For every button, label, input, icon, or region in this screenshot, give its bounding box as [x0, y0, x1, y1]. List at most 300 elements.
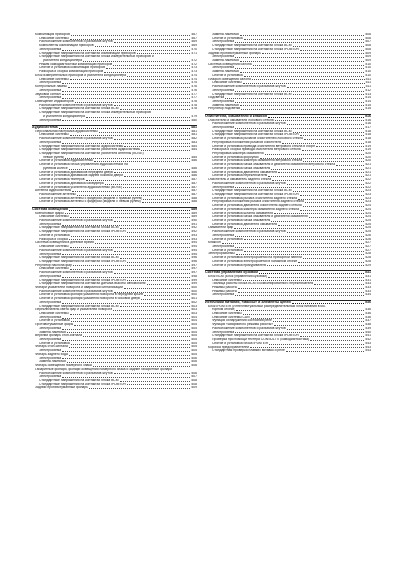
toc-page-number: 531 — [365, 274, 371, 278]
toc-entry-title: Стандартные напряжения на контактах блока BCM — [212, 44, 292, 48]
toc-leader-dots — [124, 146, 190, 147]
toc-page-number: 527 — [365, 245, 371, 249]
toc-page-number: 502 — [191, 300, 197, 304]
toc-entry-title: Регулятор подсветки — [208, 107, 241, 111]
toc-entry-title: Описание системы — [212, 81, 242, 85]
toc-entry-title: Электросхема — [39, 274, 62, 278]
toc-entry-title: Стандартные напряжения на контактах блока BCM — [39, 378, 119, 382]
toc-page-number: 525 — [365, 222, 371, 226]
toc-entry — [205, 349, 371, 353]
toc-page-number: 477 — [191, 92, 197, 96]
toc-entry-title: Стандартные напряжения на контактах датчика высоты автомобиля — [39, 282, 146, 286]
toc-entry-title: Снятие и установка — [212, 248, 243, 252]
toc-leader-dots — [120, 258, 191, 259]
toc-leader-dots — [69, 347, 191, 348]
toc-entry-title: Снятие и установка двигателя омывателя — [212, 170, 278, 174]
toc-page-number: 508 — [191, 378, 197, 382]
toc-leader-dots — [305, 202, 365, 203]
toc-entry-title: Расположение компонентов и разъемов жгутов — [39, 248, 113, 252]
toc-leader-dots — [70, 217, 191, 218]
toc-leader-dots — [77, 195, 191, 196]
toc-entry-title: Блок измерительных приборов и усилителя кондиционера — [35, 73, 127, 77]
toc-page-number: 525 — [365, 218, 371, 222]
toc-page-number: 503 — [191, 304, 197, 308]
toc-leader-dots — [113, 310, 190, 311]
toc-leader-dots — [274, 213, 365, 214]
toc-leader-dots — [236, 254, 365, 255]
toc-entry-title: Снятие и установка — [212, 237, 243, 241]
toc-entry-title: Описание системы — [39, 215, 69, 219]
toc-entry-title: Электросхема — [212, 88, 235, 92]
toc-entry-title: Снятие и установка жиклера омывателя заднего стекла — [212, 207, 299, 211]
toc-entry-title: Аудиосистема — [32, 126, 58, 130]
toc-entry-title: Замена лампочки — [39, 330, 67, 334]
toc-entry-title: Стандартные напряжения на контактах блока IPDM E/R — [212, 133, 299, 137]
toc-leader-dots — [62, 120, 190, 121]
toc-entry-title: Расположение компонентов и разъемов жгутов — [212, 326, 286, 330]
toc-entry-title: Электроразъемы — [208, 252, 235, 256]
toc-entry-title: Описание системы CAN — [212, 315, 250, 319]
toc-leader-dots — [114, 42, 191, 43]
toc-page-number: 505 — [191, 338, 197, 342]
toc-page-number: 518 — [365, 133, 371, 137]
toc-leader-dots — [62, 277, 190, 278]
toc-leader-dots — [244, 239, 365, 240]
toc-page-number: 469 — [191, 40, 197, 44]
toc-leader-dots — [244, 39, 365, 40]
toc-entry-title: Расположение компонентов и разъемов жгутов — [39, 271, 113, 275]
toc-page-number: 534 — [365, 293, 371, 297]
toc-page-number: 505 — [191, 345, 197, 349]
toc-entry-title: усилителя кондиционера — [43, 59, 83, 63]
toc-entry-title: Стандартные напряжения на контактах усилителя антенны (BOSE) — [39, 152, 144, 156]
toc-entry-title: Описание системы — [39, 36, 69, 40]
toc-leader-dots — [287, 232, 365, 233]
toc-page-number: 476 — [191, 88, 197, 92]
toc-entry-title: Клаксон — [208, 241, 221, 245]
toc-entry-title: Снятие и установка усилителя аудиосистемы (BOSE) — [39, 185, 123, 189]
toc-leader-dots — [72, 191, 190, 192]
toc-page-number: 538 — [365, 323, 371, 327]
toc-page-number: 497 — [191, 271, 197, 275]
toc-page-number: 486 — [191, 174, 197, 178]
toc-leader-dots — [287, 329, 365, 330]
toc-entry-title: Блок IPDM E/R (Интеллектуальный распределительный блок питания в мо- — [208, 304, 326, 308]
toc-page-number: 499 — [191, 282, 197, 286]
toc-page-number: 507 — [191, 375, 197, 379]
toc-page-number: 516 — [365, 113, 371, 118]
toc-leader-dots — [147, 284, 191, 285]
toc-leader-dots — [282, 143, 364, 144]
toc-entry-title: Описание системы — [39, 133, 69, 137]
toc-entry-title: Задний противотуманный фонарь — [35, 386, 88, 390]
toc-entry-title: Стандартные напряжения на контактах блока BCM — [212, 129, 292, 133]
toc-page-number: 527 — [365, 248, 371, 252]
toc-page-number: 510 — [365, 66, 371, 70]
toc-entry-title: Стандартные напряжения на контактах блока IPDM E/R — [39, 230, 126, 234]
toc-leader-dots — [106, 68, 190, 69]
toc-page-number: 506 — [191, 371, 197, 375]
toc-entry-title: Стандартные напряжения на контактах блока IPDM E/R — [212, 47, 299, 51]
toc-leader-dots — [62, 340, 190, 341]
toc-page-number: 537 — [365, 319, 371, 323]
toc-entry-title: Снятие и установка привода очистителя ветрового стекла в сборе — [212, 144, 316, 148]
toc-page-number: 509 — [365, 51, 371, 55]
toc-leader-dots — [114, 139, 191, 140]
toc-page-number: 525 — [365, 226, 371, 230]
toc-leader-dots — [303, 161, 364, 162]
toc-entry-title: Разборка и сборка привода очистителя ветрового стекла — [212, 148, 301, 152]
toc-entry-title: Электросхема — [39, 349, 62, 353]
toc-page-number: 487 — [191, 192, 197, 196]
toc-leader-dots — [300, 210, 364, 211]
toc-entry-title: Снятие и установка электророзетки в багажном отсеке — [212, 259, 298, 263]
toc-page-number: 521 — [365, 170, 371, 174]
toc-page-number: 467 — [191, 36, 197, 40]
toc-entry — [205, 293, 371, 297]
toc-page-number: 505 — [191, 323, 197, 327]
toc-page-number: 490 — [191, 219, 197, 223]
toc-page-number: 523 — [365, 196, 371, 200]
toc-page-number: 523 — [365, 200, 371, 204]
toc-entry-title: Фонарь заднего хода — [35, 352, 68, 356]
toc-entry-title: Снятие и установка бачка омывателя — [212, 218, 271, 222]
toc-leader-dots — [144, 295, 190, 296]
toc-page-number: 483 — [191, 140, 197, 144]
toc-page-number: 505 — [191, 349, 197, 353]
toc-entry-title: Описание системы — [212, 312, 242, 316]
toc-page-number: 486 — [191, 166, 197, 170]
toc-leader-dots — [253, 65, 365, 66]
toc-page-number: 477 — [191, 96, 197, 100]
toc-entry-title: Электросхема — [39, 252, 62, 256]
toc-leader-dots — [268, 117, 364, 118]
toc-entry-title: Стандартные напряжения на контактах блока IPDM E/R — [212, 334, 299, 338]
toc-page-number: 512 — [365, 88, 371, 92]
toc-entry-title: Электросхема — [39, 326, 62, 330]
toc-page-number: 509 — [191, 386, 197, 390]
toc-entry — [32, 119, 197, 123]
toc-entry-title: Очистители, омыватели и клаксон — [205, 114, 268, 118]
toc-entry-title: Электросхема — [39, 315, 62, 319]
toc-page-number: 503 — [191, 308, 197, 312]
toc-leader-dots — [287, 87, 365, 88]
toc-leader-dots — [123, 187, 190, 188]
toc-leader-dots — [62, 303, 190, 304]
toc-page-number: 533 — [365, 285, 371, 289]
toc-leader-dots — [62, 254, 190, 255]
toc-leader-dots — [70, 39, 191, 40]
toc-entry-title: Проверка при помощи тестера CONSULT II (самодиагностика) — [212, 338, 310, 342]
toc-page-number: 494 — [191, 241, 197, 245]
toc-leader-dots — [241, 109, 364, 110]
toc-page-number: 475 — [191, 81, 197, 85]
toc-entry-title: Персональная настройка аудиосистемы — [35, 129, 98, 133]
toc-leader-dots — [240, 35, 364, 36]
toc-page-number: 510 — [365, 62, 371, 66]
toc-entry-title: Стандартные напряжения на контактах блока IPDM E/R — [212, 192, 299, 196]
toc-entry-title: Расположение компонентов и разъемов жгутов — [212, 122, 286, 126]
toc-leader-dots — [252, 79, 365, 80]
toc-leader-dots — [120, 381, 191, 382]
toc-entry-title: Расположение компонентов и разъемов жгутов — [39, 137, 113, 141]
toc-leader-dots — [104, 72, 190, 73]
toc-page-number: 524 — [365, 207, 371, 211]
toc-leader-dots — [304, 139, 364, 140]
toc-entry-title: Снятие и установка двигателя очистителя заднего стекла — [212, 204, 302, 208]
toc-leader-dots — [235, 102, 364, 103]
toc-entry-title: Габаритные фонари, фонари освещения номерного знака и задние габаритные фонари — [35, 367, 173, 371]
toc-entry-title: Электросхема — [39, 96, 62, 100]
toc-entry-title: Электросхема — [212, 126, 235, 130]
toc-page-number: 467 — [191, 33, 197, 36]
toc-entry-title: Снятие и установка блока IPDM E/R — [212, 341, 269, 345]
toc-entry-title: Фонари указателей поворота и аварийной сигнализации — [35, 285, 123, 289]
toc-entry-title: и усилителя кондиционера — [43, 114, 85, 118]
toc-leader-dots — [127, 232, 190, 233]
toc-leader-dots — [286, 351, 365, 352]
toc-leader-dots — [71, 236, 191, 237]
toc-page-number: 533 — [365, 282, 371, 286]
toc-page-number: 492 — [191, 230, 197, 234]
toc-page-number: 503 — [191, 312, 197, 315]
toc-leader-dots — [251, 318, 365, 319]
toc-leader-dots — [95, 46, 191, 47]
toc-entry-title: Снятие и установка — [212, 73, 243, 77]
toc-page-number: 515 — [365, 107, 371, 111]
toc-entry-title: Контрольные лампы — [35, 85, 67, 89]
toc-leader-dots — [68, 87, 191, 88]
toc-page-number: 522 — [365, 178, 371, 182]
toc-entry-title: Электросхема — [39, 81, 62, 85]
toc-page-number: 487 — [191, 181, 197, 185]
toc-page-number: 523 — [365, 189, 371, 193]
toc-entry-title: Система управления кузовом — [205, 271, 258, 275]
toc-leader-dots — [113, 65, 190, 66]
toc-entry-title: Расположение компонентов и разъемов жгутов — [39, 103, 113, 107]
toc-entry-title: Расположение компонентов и разъемов жгутов — [212, 230, 286, 234]
toc-page-number: 520 — [365, 159, 371, 163]
toc-page-number: 470 — [191, 47, 197, 51]
toc-leader-dots — [259, 273, 364, 274]
toc-page-number: 491 — [191, 222, 197, 226]
toc-entry-title: Электросхема — [212, 55, 235, 59]
toc-page-number: 480 — [191, 118, 197, 122]
toc-page-number: 488 — [191, 200, 197, 204]
toc-entry-title: Омыватели фар — [208, 226, 234, 230]
toc-entry-title: Электросхема — [212, 40, 235, 44]
toc-leader-dots — [89, 388, 191, 389]
toc-entry-title: Система освещения салона — [208, 62, 252, 66]
toc-entry-title: Разборка и сборка комбинации приборов — [39, 70, 104, 74]
toc-leader-dots — [292, 303, 364, 304]
toc-page-number: 507 — [365, 40, 371, 44]
toc-page-number: 473 — [191, 66, 197, 70]
toc-leader-dots — [300, 50, 364, 51]
toc-leader-dots — [124, 288, 191, 289]
toc-entry-title: Стандартные напряжения на контактах блока BCM — [39, 256, 119, 260]
toc-entry-title: Электросхема — [212, 245, 235, 249]
toc-leader-dots — [127, 262, 190, 263]
toc-page-number: 505 — [191, 326, 197, 330]
toc-page-number: 486 — [191, 159, 197, 163]
toc-page-number: 528 — [365, 259, 371, 263]
toc-entry-title: Электросхема — [212, 293, 235, 297]
toc-entry-title: рулевом колесе — [43, 166, 68, 170]
toc-entry-title: Замена лампочки — [39, 360, 67, 364]
toc-entry-title: Стандартные напряжения на контактах блока BCM — [212, 189, 292, 193]
toc-entry-title: Верхний фонарь стоп-сигнала — [35, 334, 83, 338]
toc-entry-title: Снятие и установка комбинации приборов — [39, 66, 106, 70]
toc-leader-dots — [70, 135, 191, 136]
toc-page-number: 506 — [191, 356, 197, 360]
toc-page-number: 521 — [365, 174, 371, 178]
toc-page-number: 523 — [365, 192, 371, 196]
toc-leader-dots — [86, 180, 191, 181]
toc-page-number: 518 — [365, 129, 371, 133]
toc-page-number: 473 — [191, 70, 197, 74]
toc-leader-dots — [240, 105, 364, 106]
toc-entry-title: Стандартные напряжения на контактах блока BCM — [39, 226, 119, 230]
toc-entry-title: Функция обнаружения состояния реле — [212, 319, 272, 323]
toc-page-number: 493 — [191, 237, 197, 241]
toc-entry-title: Снятие и установка фонаря указателя поворота в боковой двери — [39, 297, 141, 301]
toc-entry-title: Переключатель света фар и указателей поворота — [35, 308, 113, 312]
toc-entry-title: Электросхема — [212, 233, 235, 237]
toc-page-number: 474 — [191, 73, 197, 77]
toc-leader-dots — [70, 314, 191, 315]
toc-leader-dots — [105, 184, 191, 185]
toc-entry-title: Снятие и установка рычага очистителя заднего стекла — [212, 196, 298, 200]
toc-leader-dots — [65, 158, 190, 159]
toc-leader-dots — [114, 105, 191, 106]
toc-entry-title: Снятие и установка форсунки — [212, 155, 259, 159]
toc-page-number: 519 — [365, 148, 371, 152]
toc-leader-dots — [114, 251, 191, 252]
toc-leader-dots — [70, 269, 191, 270]
toc-leader-dots — [243, 83, 365, 84]
toc-entry-title: Замена лампочки — [212, 103, 240, 107]
toc-leader-dots — [293, 191, 365, 192]
toc-leader-dots — [236, 310, 364, 311]
toc-entry-title: Снятие и установка твитеров — [39, 178, 85, 182]
toc-leader-dots — [298, 199, 364, 200]
toc-entry-title: Снятие и установка антенны с фидером (модели с левым рулем) — [39, 200, 141, 204]
toc-page-number: 478 — [191, 103, 197, 107]
toc-entry-title: Компоненты комбинации приборов — [39, 44, 94, 48]
toc-entry-title: Блок BCM (Блок управления кузовом) — [208, 274, 267, 278]
toc-page-number: 522 — [365, 185, 371, 189]
toc-page-number: 493 — [191, 233, 197, 237]
toc-page-number: 519 — [365, 144, 371, 148]
toc-leader-dots — [273, 321, 365, 322]
toc-page-number: 521 — [365, 163, 371, 167]
toc-page-number: 478 — [191, 99, 197, 103]
toc-leader-dots — [235, 68, 364, 69]
toc-entry-title: Электросхема — [39, 300, 62, 304]
toc-leader-dots — [62, 50, 190, 51]
toc-entry-title: Снятие и установка рычагов очистителей лобового стекла — [212, 137, 303, 141]
toc-entry-title: Снятие и установка блока управления аудиосистемой на — [39, 163, 128, 167]
toc-page-number: 498 — [191, 274, 197, 278]
toc-leader-dots — [336, 165, 364, 166]
toc-entry-title: Электросхема — [39, 140, 62, 144]
toc-leader-dots — [272, 180, 364, 181]
toc-leader-dots — [265, 154, 365, 155]
toc-page-number: 488 — [191, 196, 197, 200]
toc-entry-title: Электросхема — [39, 47, 62, 51]
toc-leader-dots — [74, 325, 190, 326]
toc-page-number: 469 — [191, 44, 197, 48]
toc-page-number: 506 — [365, 33, 371, 36]
toc-entry-title: Режим самодиагностики комбинации приборов — [39, 62, 113, 66]
toc-entry-title: Электросхема — [212, 330, 235, 334]
toc-leader-dots — [62, 329, 190, 330]
toc-leader-dots — [243, 280, 365, 281]
toc-leader-dots — [298, 262, 364, 263]
toc-entry — [205, 107, 371, 111]
toc-entry-title: Замена лампочки — [212, 59, 240, 63]
toc-page-number: 506 — [191, 364, 197, 368]
toc-page-number: 529 — [365, 263, 371, 267]
toc-page-number: 509 — [365, 55, 371, 59]
toc-entry-title: Подсветка — [208, 96, 225, 100]
toc-leader-dots — [95, 243, 191, 244]
toc-entry-title: Расположение компонентов и разъемов жгутов — [212, 85, 286, 89]
toc-entry-title: Расположение компонентов и разъемов жгутов — [39, 40, 113, 44]
toc-page-number: 476 — [191, 85, 197, 89]
toc-entry-title: Звуковой сигнал — [35, 92, 61, 96]
toc-entry-title: Стандартные напряжения на контактах блока BCM — [39, 107, 119, 111]
toc-entry-title: Снятие и установка переключателя — [212, 174, 268, 178]
toc-entry-title: Электросхема — [212, 185, 235, 189]
toc-entry-title: Снятие и установка электророзетки на приборной панели — [212, 256, 302, 260]
toc-page-number: 497 — [191, 267, 197, 271]
toc-entry-title: Фонарь освещения номерного знака — [35, 364, 92, 368]
toc-page-number: 524 — [365, 204, 371, 208]
toc-leader-dots — [235, 128, 364, 129]
toc-page-number: 497 — [191, 263, 197, 267]
toc-page-number: 520 — [365, 155, 371, 159]
toc-page-number: 528 — [365, 256, 371, 260]
toc-entry-title: Снятие и установка динамиков задней боковой двери — [39, 174, 123, 178]
toc-leader-dots — [93, 366, 191, 367]
toc-leader-dots — [244, 76, 365, 77]
toc-entry-title: Очиститель и омыватель заднего стекла — [208, 178, 272, 182]
toc-page-number: 489 — [191, 215, 197, 219]
toc-leader-dots — [71, 35, 191, 36]
toc-entry-title: Очистители и омыватели лобового стекла — [208, 118, 274, 122]
toc-leader-dots — [73, 265, 191, 266]
toc-page-number: 536 — [365, 312, 371, 316]
toc-leader-dots — [83, 61, 190, 62]
toc-entry-title: Коробка предохранителей — [208, 345, 250, 349]
toc-leader-dots — [262, 53, 365, 54]
toc-leader-dots — [114, 172, 190, 173]
toc-leader-dots — [293, 94, 365, 95]
toc-page-number: 478 — [191, 107, 197, 111]
toc-page-number: 521 — [365, 166, 371, 170]
toc-leader-dots — [300, 135, 364, 136]
toc-entry-title: Стандартные напряжения на контактах блока BCM — [212, 92, 292, 96]
toc-leader-dots — [235, 187, 364, 188]
toc-entry-title: Снятие и установка фонаря указателя поворота в переднем крыле — [39, 293, 144, 297]
toc-entry-title: Освещение индикаторов — [35, 99, 74, 103]
toc-leader-dots — [69, 210, 190, 211]
toc-page-number: 487 — [191, 178, 197, 182]
toc-leader-dots — [287, 184, 365, 185]
toc-page-number: 496 — [191, 256, 197, 260]
